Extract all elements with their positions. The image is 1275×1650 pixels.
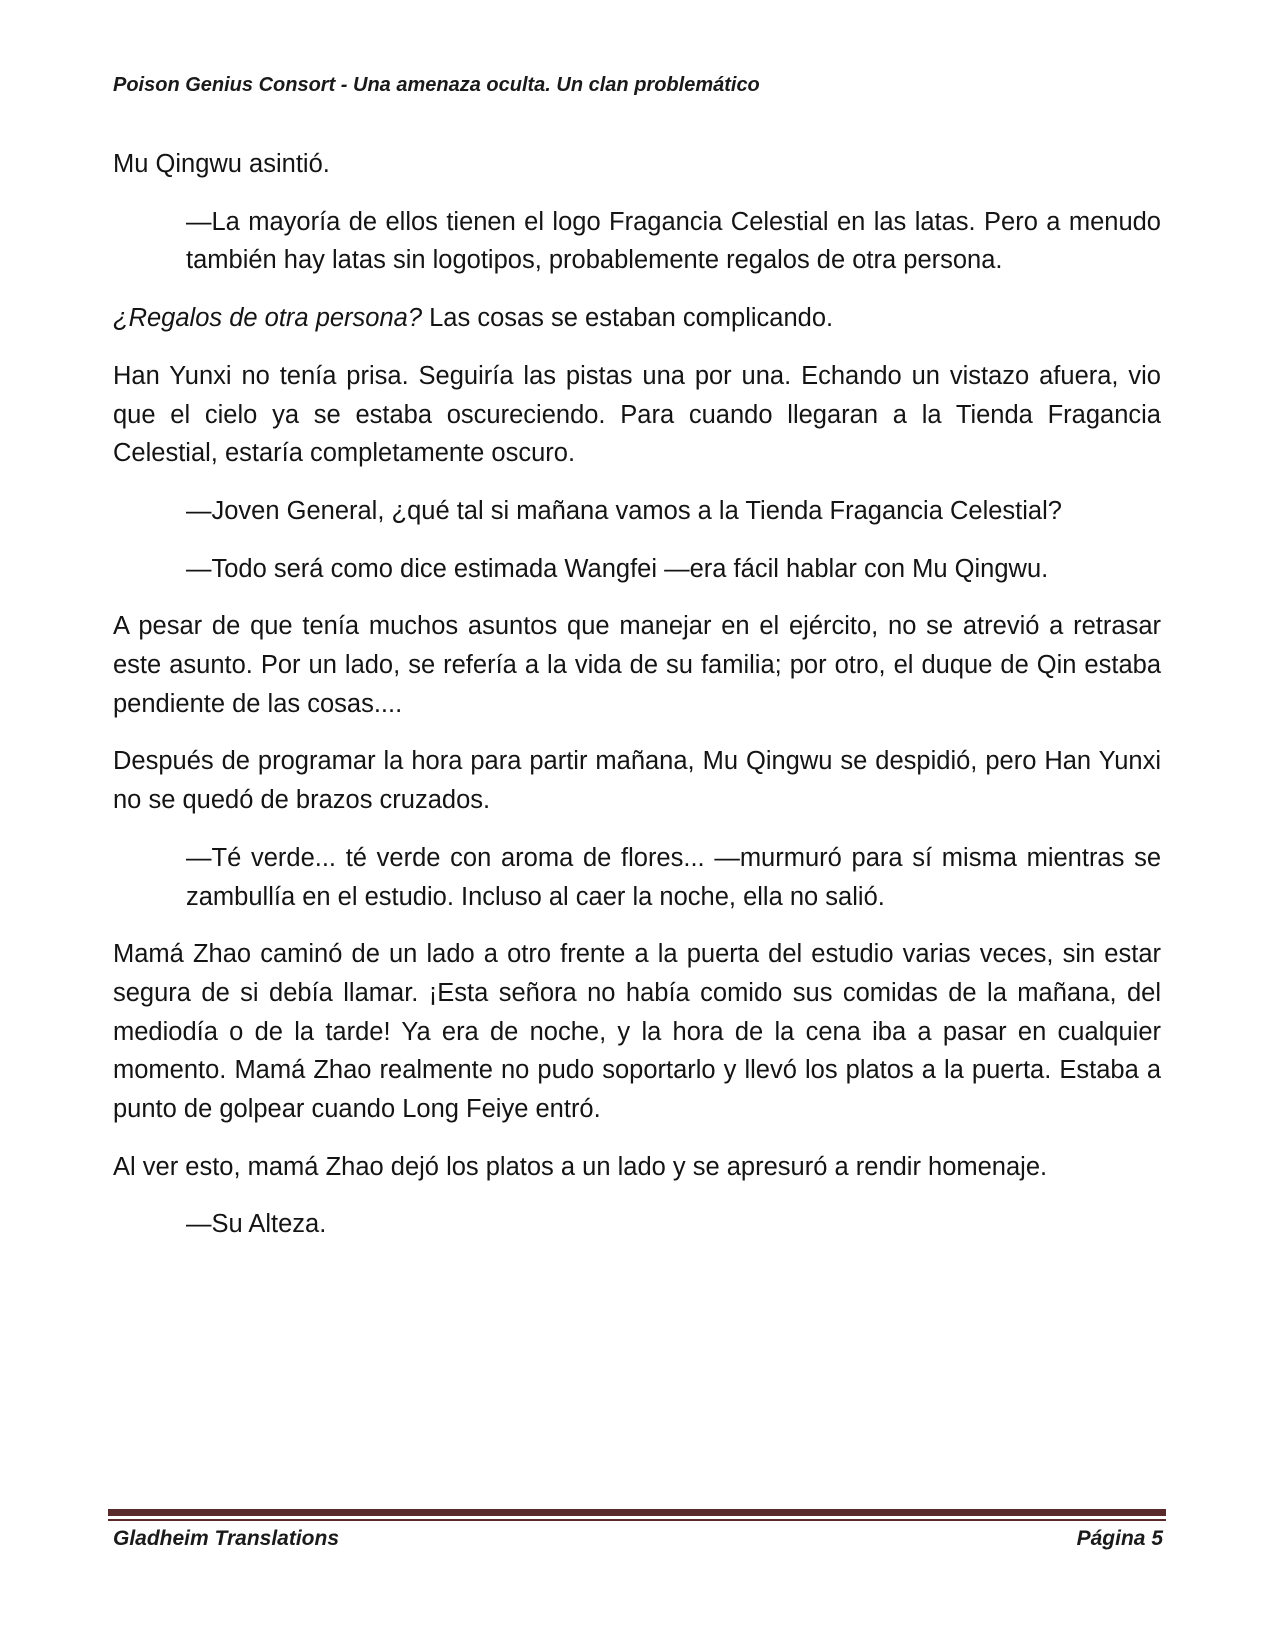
paragraph <box>113 299 1161 338</box>
paragraph: Han Yunxi no tenía prisa. Seguiría las pistas una por una. Echando un vistazo afuera, vio que el cielo ya se estaba oscureciendo. Para cuando llegaran a la Tienda Fragancia Celestial, estaría completamente oscuro. <box>113 361 1161 468</box>
paragraph-text: Las cosas se estaban complicando. <box>422 304 834 333</box>
paragraph: Mamá Zhao caminó de un lado a otro frente a la puerta del estudio varias veces, sin estar segura de si debía llamar. ¡Esta señora no había comido sus comidas de la mañana, del mediodía o de la tarde! Ya era de noche, y la hora de la cena iba a pasar en cualquier momento. Mamá Zhao realmente no pudo soportarlo y llevó los platos a la puerta. Estaba a punto de golpear cuando Long Feiye entró. <box>113 940 1161 1124</box>
dialogue-paragraph: —La mayoría de ellos tienen el logo Fragancia Celestial en las latas. Pero a menudo también hay latas sin logotipos, probablemente regalos de otra persona. <box>186 207 1161 275</box>
dialogue-paragraph: —Té verde... té verde con aroma de flores... —murmuró para sí misma mientras se zambullía en el estudio. Incluso al caer la noche, ella no salió. <box>186 843 1161 911</box>
footer-divider-thin <box>108 1519 1166 1521</box>
dialogue-paragraph: —Joven General, ¿qué tal si mañana vamos a la Tienda Fragancia Celestial? <box>186 496 1062 525</box>
footer-page-number: Página 5 <box>1076 1527 1163 1550</box>
dialogue-paragraph: —Su Alteza. <box>186 1210 327 1239</box>
paragraph: Después de programar la hora para partir mañana, Mu Qingwu se despidió, pero Han Yunxi no se quedó de brazos cruzados. <box>113 747 1161 815</box>
dialogue-paragraph: —Todo será como dice estimada Wangfei —era fácil hablar con Mu Qingwu. <box>186 554 1049 583</box>
footer-divider <box>108 1509 1166 1516</box>
paragraph: Al ver esto, mamá Zhao dejó los platos a un lado y se apresuró a rendir homenaje. <box>113 1152 1048 1181</box>
footer-translator-name: Gladheim Translations <box>113 1527 340 1550</box>
paragraph: Mu Qingwu asintió. <box>113 150 330 178</box>
page-header-title: Poison Genius Consort - Una amenaza oculta. Un clan problemático <box>113 74 760 96</box>
body-text <box>113 145 1161 1263</box>
paragraph: A pesar de que tenía muchos asuntos que manejar en el ejército, no se atrevió a retrasar este asunto. Por un lado, se refería a la vida de su familia; por otro, el duque de Qin estaba pendiente de las cosas.... <box>113 612 1161 718</box>
italic-thought: ¿Regalos de otra persona? <box>113 304 423 333</box>
